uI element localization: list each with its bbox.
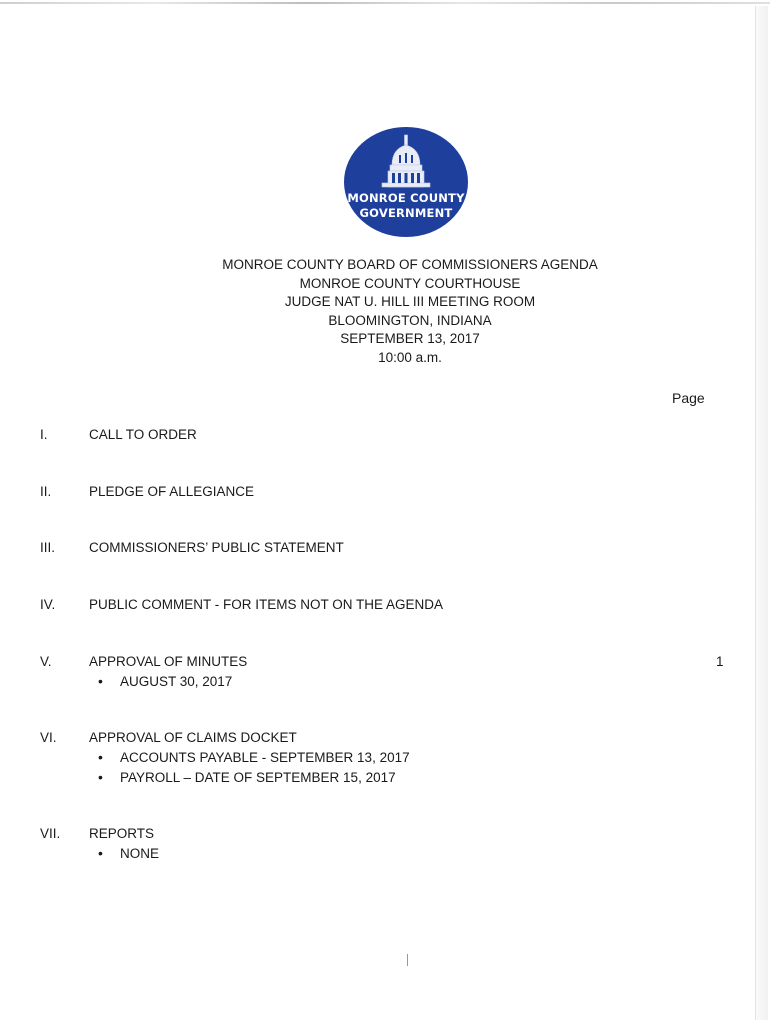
header-line: BLOOMINGTON, INDIANA [328,312,492,328]
sub-item-list [120,846,159,866]
header-line: 10:00 a.m. [378,349,442,365]
sub-item-list [120,750,410,790]
sub-item: • PAYROLL – DATE OF SEPTEMBER 15, 2017 [120,770,410,790]
scan-top-edge [0,2,770,4]
header-line: JUDGE NAT U. HILL III MEETING ROOM [284,294,536,310]
item-number: II. [40,484,52,499]
page-footer-mark [407,954,408,966]
item-number: I. [40,427,48,442]
item-number: V. [40,654,52,669]
header-line: MONROE COUNTY BOARD OF COMMISSIONERS AGENDA [222,257,598,272]
item-title: REPORTS [89,826,155,841]
sub-item-list [120,674,232,694]
logo-line-2: GOVERNMENT [359,206,453,220]
item-title: APPROVAL OF MINUTES [89,654,248,669]
county-seal-logo [344,127,468,237]
item-title: PUBLIC COMMENT - FOR ITEMS NOT ON THE AGENDA [89,597,444,612]
header-line: MONROE COUNTY COURTHOUSE [299,275,521,291]
sub-item: • ACCOUNTS PAYABLE - SEPTEMBER 13, 2017 [120,750,410,770]
agenda-header [160,256,660,368]
item-number: III. [40,540,56,555]
item-page-number: 1 [716,654,724,669]
item-title: COMMISSIONERS’ PUBLIC STATEMENT [89,540,344,555]
item-number: VI. [40,730,57,745]
scan-right-edge [755,6,768,1020]
item-title: PLEDGE OF ALLEGIANCE [89,484,255,499]
item-number: VII. [40,826,61,841]
sub-item: • NONE [120,846,159,866]
item-title: APPROVAL OF CLAIMS DOCKET [89,730,297,745]
sub-item: • AUGUST 30, 2017 [120,674,232,694]
page-column-label: Page [672,390,705,406]
item-title: CALL TO ORDER [89,427,197,442]
courthouse-dome-icon [344,127,468,237]
item-number: IV. [40,597,56,612]
logo-line-1: MONROE COUNTY [347,191,465,205]
header-line: SEPTEMBER 13, 2017 [340,331,480,347]
